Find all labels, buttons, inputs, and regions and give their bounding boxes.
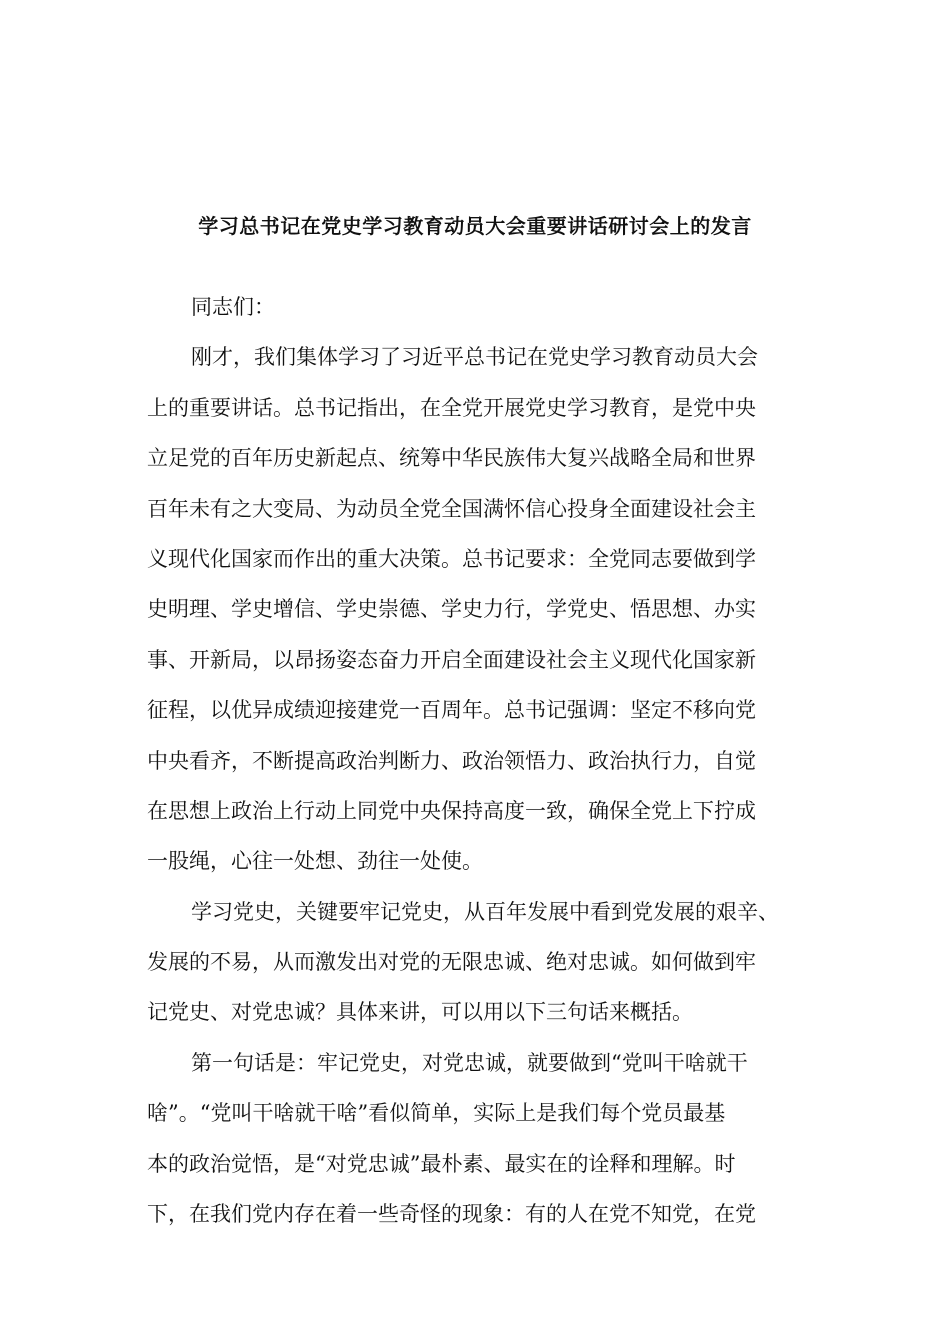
paragraph-line: 史明理、学史增信、学史崇德、学史力行，学党史、悟思想、办实 — [147, 597, 756, 622]
paragraph-line: 征程，以优异成绩迎接建党一百周年。总书记强调：坚定不移向党 — [147, 698, 756, 723]
paragraph-line: 记党史、对党忠诚？具体来讲，可以用以下三句话来概括。 — [147, 1000, 693, 1025]
paragraph-line: 一股绳，心往一处想、劲往一处使。 — [147, 849, 483, 874]
document-title: 学习总书记在党史学习教育动员大会重要讲话研讨会上的发言 — [198, 214, 752, 238]
document-body — [147, 282, 809, 1239]
paragraph-line: 在思想上政治上行动上同党中央保持高度一致，确保全党上下拧成 — [147, 798, 756, 823]
paragraph-line: 义现代化国家而作出的重大决策。总书记要求：全党同志要做到学 — [147, 546, 756, 571]
paragraph-line: 刚才，我们集体学习了习近平总书记在党史学习教育动员大会 — [191, 345, 758, 370]
paragraph-line: 学习党史，关键要牢记党史，从百年发展中看到党发展的艰辛、 — [191, 899, 779, 924]
paragraph-line: 立足党的百年历史新起点、统筹中华民族伟大复兴战略全局和世界 — [147, 446, 756, 471]
paragraph-line: 上的重要讲话。总书记指出，在全党开展党史学习教育，是党中央 — [147, 395, 756, 420]
salutation-line: 同志们： — [191, 295, 275, 319]
paragraph-line: 下，在我们党内存在着一些奇怪的现象：有的人在党不知党，在党 — [147, 1202, 756, 1227]
paragraph-line: 中央看齐，不断提高政治判断力、政治领悟力、政治执行力，自觉 — [147, 748, 756, 773]
paragraph-line: 本的政治觉悟，是“对党忠诚”最朴素、最实在的诠释和理解。时 — [147, 1151, 736, 1176]
paragraph-line: 百年未有之大变局、为动员全党全国满怀信心投身全面建设社会主 — [147, 496, 756, 521]
paragraph-line: 啥”。“党叫干啥就干啥”看似简单，实际上是我们每个党员最基 — [147, 1101, 726, 1126]
paragraph-line: 事、开新局，以昂扬姿态奋力开启全面建设社会主义现代化国家新 — [147, 647, 756, 672]
paragraph-line: 第一句话是：牢记党史，对党忠诚，就要做到“党叫干啥就干 — [191, 1050, 748, 1075]
paragraph-line: 发展的不易，从而激发出对党的无限忠诚、绝对忠诚。如何做到牢 — [147, 950, 756, 975]
